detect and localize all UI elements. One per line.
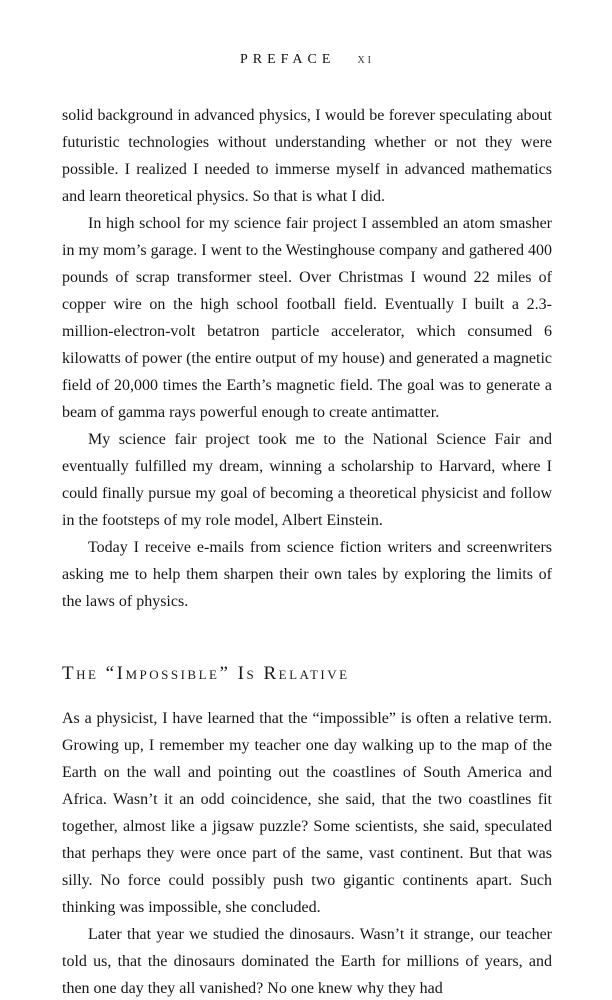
chapter-title: PREFACE	[240, 52, 336, 67]
paragraph: My science fair project took me to the National Science Fair and eventually fulfilled my dream, winning a scholarship to Harvard, where I could finally pursue my goal of becoming a theoretical physicist and follow in the footsteps of my role model, Albert Einstein.	[62, 431, 552, 529]
paragraph: Later that year we studied the dinosaurs. Wasn’t it strange, our teacher told us, that the dinosaurs dominated the Earth for millions of years, and then one day they all vanished? No one knew why they had	[62, 926, 552, 997]
paragraph: Today I receive e-mails from science fiction writers and screenwriters asking me to help them sharpen their own tales by exploring the limits of the laws of physics.	[62, 539, 552, 610]
page-number: XI	[357, 55, 374, 66]
paragraph: solid background in advanced physics, I would be forever speculating about futuristic technologies without understanding whether or not they were possible. I realized I needed to immerse myself in advanced mathematics and learn theoretical physics. So that is what I did.	[62, 107, 552, 205]
paragraph: As a physicist, I have learned that the “impossible” is often a relative term. Growing up, I remember my teacher one day walking up to the map of the Earth on the wall and pointing out the coastlines of South America and Africa. Wasn’t it an odd coincidence, she said, that the two coastlines fit together, almost like a jigsaw puzzle? Some scientists, she said, speculated that perhaps they were once part of the same, vast continent. But that was silly. No force could possibly push two gigantic continents apart. Such thinking was impossible, she concluded.	[62, 710, 552, 916]
running-head	[62, 50, 552, 68]
content-blocks	[62, 102, 552, 1000]
paragraph: In high school for my science fair project I assembled an atom smasher in my mom’s garage. I went to the Westinghouse company and gathered 400 pounds of scrap transformer steel. Over Christmas I wound 22 miles of copper wire on the high school football field. Eventually I built a 2.3-million-electron-volt betatron particle accelerator, which consumed 6 kilowatts of power (the entire output of my house) and generated a magnetic field of 20,000 times the Earth’s magnetic field. The goal was to generate a beam of gamma rays powerful enough to create antimatter.	[62, 215, 552, 421]
section-heading: The “Impossible” Is Relative	[62, 663, 350, 684]
